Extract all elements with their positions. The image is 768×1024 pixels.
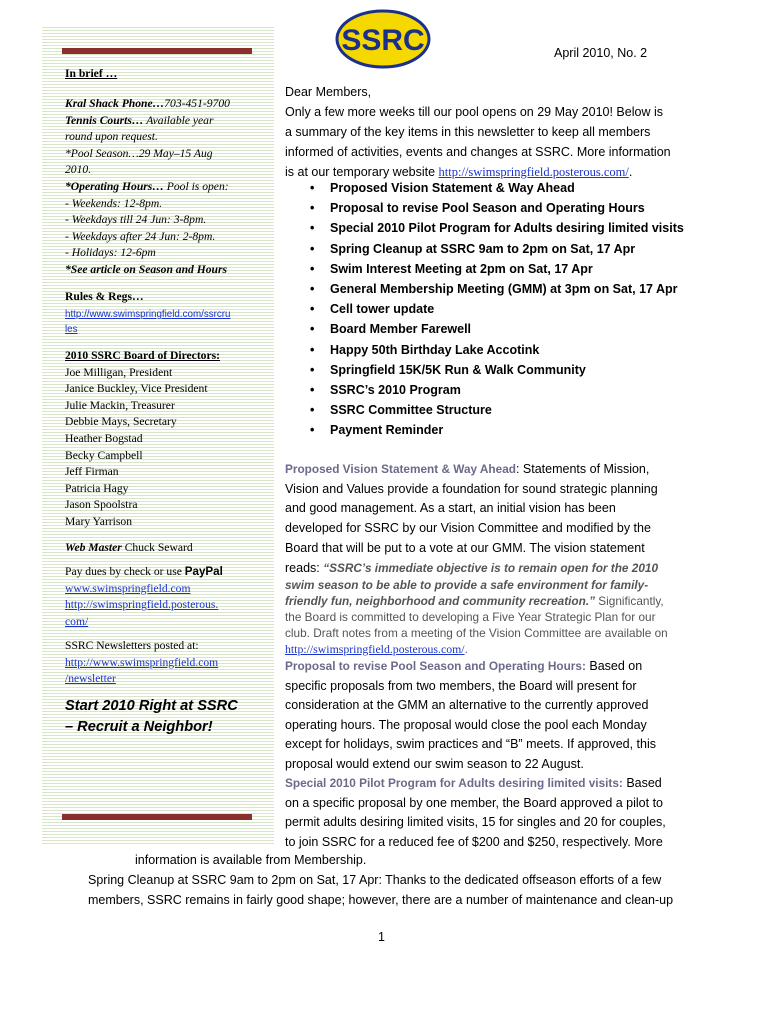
page-number: 1 — [378, 930, 385, 944]
hours-holidays: - Holidays: 12-6pm — [65, 246, 156, 260]
tennis-text: Available year — [143, 113, 214, 127]
board-heading: 2010 SSRC Board of Directors: — [65, 349, 220, 362]
pilot-text: Based — [622, 776, 662, 790]
vision-text: developed for SSRC by our Vision Committee and modified by the — [285, 521, 651, 536]
vision-text: the Board is committed to developing a Five Year Strategic Plan for our — [285, 610, 656, 624]
pilot-text-last: information is available from Membership. — [135, 853, 367, 867]
sidebar-brief-block — [65, 96, 270, 279]
pilot-section — [285, 774, 685, 852]
sidebar-bottom-bar — [62, 814, 252, 820]
list-item: • Swim Interest Meeting at 2pm on Sat, 17 Apr — [310, 259, 684, 279]
list-item: • Spring Cleanup at SSRC 9am to 2pm on Sat, 17 Apr — [310, 239, 684, 259]
season-text: operating hours. The proposal would close the pool each Monday — [285, 717, 647, 732]
board-member: Joe Milligan, President — [65, 365, 173, 379]
sidebar-rules — [65, 289, 270, 306]
board-member: Becky Campbell — [65, 448, 143, 462]
vision-quote: swim season to be able to provide a safe environment for family- — [285, 578, 649, 592]
hours-weekdays-late: - Weekdays after 24 Jun: 2-8pm. — [65, 229, 216, 243]
kral-phone: 703-451-9700 — [164, 97, 230, 110]
list-item: • Proposal to revise Pool Season and Operating Hours — [310, 198, 684, 218]
vision-text: Board that will be put to a vote at our GMM. The vision statement — [285, 540, 645, 555]
webmaster-name: Chuck Seward — [121, 541, 193, 554]
board-member: Mary Yarrison — [65, 514, 132, 528]
season-text: proposal would extend our swim season to 22 August. — [285, 756, 584, 771]
webmaster-label: Web Master — [65, 541, 122, 554]
see-article: *See article on Season and Hours — [65, 262, 228, 276]
intro-end: . — [628, 165, 633, 179]
dues-link-posterous-cont[interactable]: com/ — [65, 614, 89, 628]
summary-list — [310, 178, 684, 441]
vision-quote: “SSRC’s immediate objective is to remain open for the 2010 — [323, 560, 659, 575]
season-text: specific proposals from two members, the Board will present for — [285, 678, 637, 693]
greeting: Dear Members, — [285, 85, 372, 99]
newsletters-link-cont[interactable]: /newsletter — [65, 672, 116, 686]
vision-end: . — [464, 642, 468, 656]
sidebar-newsletters — [65, 638, 270, 688]
vision-quote-block — [285, 577, 685, 657]
sidebar-webmaster — [65, 540, 270, 557]
rules-heading: Rules & Regs… — [65, 290, 144, 303]
pool-season: *Pool Season…29 May–15 Aug — [65, 146, 213, 160]
vision-section — [285, 460, 685, 578]
ssrc-logo — [334, 8, 432, 70]
board-member: Jason Spoolstra — [65, 498, 138, 512]
dues-link-posterous[interactable]: http://swimspringfield.posterous. — [65, 598, 219, 612]
list-item: • Happy 50th Birthday Lake Accotink — [310, 340, 684, 360]
list-item: • SSRC Committee Structure — [310, 400, 684, 420]
rules-link[interactable]: http://www.swimspringfield.com/ssrcru — [65, 309, 231, 320]
pilot-heading: Special 2010 Pilot Program for Adults desiring limited visits: — [285, 776, 623, 790]
list-item: • Proposed Vision Statement & Way Ahead — [310, 178, 684, 198]
posterous-link[interactable]: http://swimspringfield.posterous.com/ — [438, 165, 629, 179]
season-text: Based on — [585, 659, 643, 673]
board-member: Patricia Hagy — [65, 481, 129, 495]
pilot-text: permit adults desiring limited visits, 15 for singles and 20 for couples, — [285, 815, 666, 829]
pool-season-2: 2010. — [65, 163, 92, 177]
logo-text: SSRC — [341, 24, 425, 57]
sidebar-dues — [65, 564, 270, 630]
intro-line: Only a few more weeks till our pool opens on 29 May 2010! Below is — [285, 105, 663, 119]
paypal-label: PayPal — [184, 565, 223, 578]
board-member: Heather Bogstad — [65, 431, 143, 445]
vision-text: club. Draft notes from a meeting of the Vision Committee are available on — [285, 626, 668, 640]
list-item: • Board Member Farewell — [310, 319, 684, 339]
newsletters-link[interactable]: http://www.swimspringfield.com — [65, 655, 219, 669]
list-item: • Special 2010 Pilot Program for Adults desiring limited visits — [310, 218, 684, 238]
hours-label: *Operating Hours… — [65, 179, 164, 193]
sidebar-slogan — [65, 696, 270, 738]
tennis-label: Tennis Courts… — [65, 113, 144, 127]
rules-link-cont[interactable]: les — [65, 324, 78, 335]
vision-heading: Proposed Vision Statement & Way Ahead — [285, 462, 516, 476]
in-brief-heading: In brief … — [65, 67, 118, 80]
dues-link-website[interactable]: www.swimspringfield.com — [65, 581, 191, 595]
vision-text: reads: — [285, 560, 324, 575]
dues-text: Pay dues by check or use — [65, 565, 185, 578]
issue-label: April 2010, No. 2 — [554, 46, 648, 60]
cleanup-heading: Spring Cleanup at SSRC 9am to 2pm on Sat, 17 Apr: — [88, 873, 382, 887]
tennis-text-2: round upon request. — [65, 130, 158, 144]
hours-weekdays-early: - Weekdays till 24 Jun: 3-8pm. — [65, 213, 207, 227]
pilot-text: to join SSRC for a reduced fee of $200 and $250, respectively. More — [285, 834, 663, 849]
list-item: • SSRC’s 2010 Program — [310, 380, 684, 400]
cleanup-text: members, SSRC remains in fairly good shape; however, there are a number of maintenance and clean-up — [88, 892, 674, 907]
intro-line: a summary of the key items in this newsletter to keep all members — [285, 125, 651, 139]
kral-label: Kral Shack Phone… — [65, 97, 165, 110]
vision-quote: friendly fun, neighborhood and community recreation.” — [285, 594, 596, 608]
intro-line: informed of activities, events and changes at SSRC. More information — [285, 145, 671, 159]
board-member: Janice Buckley, Vice President — [65, 382, 208, 396]
intro-line: is at our temporary website — [285, 165, 439, 179]
sidebar-in-brief — [65, 66, 270, 83]
cleanup-text: Thanks to the dedicated offseason efforts of a few — [381, 873, 662, 887]
pilot-text: on a specific proposal by one member, the Board approved a pilot to — [285, 795, 664, 810]
vision-text: Vision and Values provide a foundation for sound strategic planning — [285, 481, 658, 496]
sidebar-rules-link[interactable] — [65, 307, 270, 337]
season-heading: Proposal to revise Pool Season and Operating Hours: — [285, 659, 586, 673]
sidebar-board — [65, 348, 270, 531]
hours-weekends: - Weekends: 12-8pm. — [65, 196, 163, 210]
vision-link[interactable]: http://swimspringfield.posterous.com/ — [285, 642, 465, 656]
vision-text: and good management. As a start, an initial vision has been — [285, 501, 616, 516]
hours-text: Pool is open: — [163, 179, 229, 193]
list-item: • Payment Reminder — [310, 420, 684, 440]
list-item: • Springfield 15K/5K Run & Walk Community — [310, 360, 684, 380]
board-member: Julie Mackin, Treasurer — [65, 398, 175, 412]
newsletters-label: SSRC Newsletters posted at: — [65, 639, 199, 652]
season-text: consideration at the GMM an alternative to the currently approved — [285, 698, 649, 712]
sidebar — [42, 26, 274, 844]
slogan-line-2: – Recruit a Neighbor! — [65, 719, 213, 735]
cleanup-section — [88, 871, 688, 910]
vision-text: : Statements of Mission, — [515, 462, 650, 476]
board-member: Jeff Firman — [65, 465, 119, 479]
board-member: Debbie Mays, Secretary — [65, 415, 177, 429]
list-item: • Cell tower update — [310, 299, 684, 319]
season-text: except for holidays, swim practices and “B” meets. If approved, this — [285, 737, 656, 751]
intro-section — [285, 82, 685, 182]
slogan-line-1: Start 2010 Right at SSRC — [65, 698, 238, 714]
season-section — [285, 657, 685, 774]
vision-text: Significantly, — [595, 594, 664, 608]
list-item: • General Membership Meeting (GMM) at 3pm on Sat, 17 Apr — [310, 279, 684, 299]
sidebar-top-bar — [62, 48, 252, 54]
